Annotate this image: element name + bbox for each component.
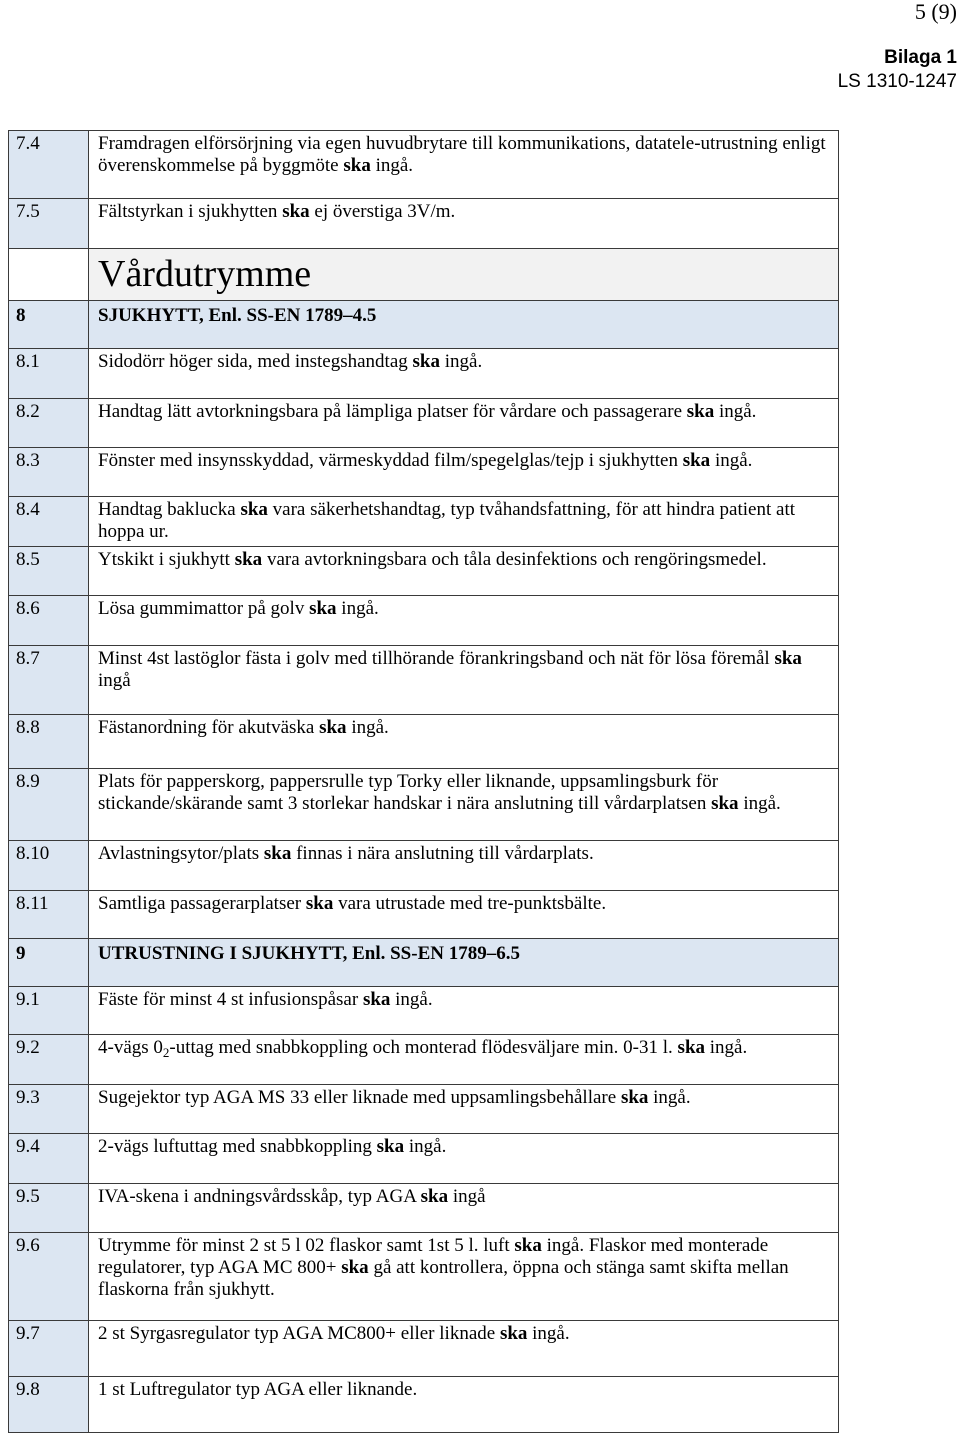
item-text-cell — [89, 131, 839, 199]
emphasized-text: ska — [362, 989, 391, 1010]
item-number-cell — [9, 1321, 89, 1377]
requirement-text: 4-vägs 0 — [98, 1037, 163, 1058]
requirement-text: ingå. Flaskor med monterade regulatorer, typ AGA MC 800+ — [98, 1235, 769, 1278]
subscript-text: 2 — [162, 1045, 170, 1060]
requirement-row — [9, 1134, 839, 1184]
emphasized-text: ska — [234, 549, 263, 570]
category-heading-row — [9, 249, 839, 301]
emphasized-text: ska — [711, 793, 739, 814]
requirement-text: Fältstyrkan i sjukhytten — [98, 201, 283, 222]
item-number-cell — [9, 547, 89, 596]
requirement-text: Minst 4st lastöglor fästa i golv med tillhörande förankringsband och nät för lösa föremål — [98, 648, 775, 669]
emphasized-text: ska — [309, 598, 337, 619]
emphasized-text: ska — [499, 1323, 528, 1344]
item-number: 9.8 — [16, 1379, 40, 1400]
emphasized-text: ska — [514, 1235, 542, 1256]
item-number: 9.4 — [16, 1136, 40, 1157]
emphasized-text: ska — [376, 1136, 405, 1157]
requirement-text: ingå. — [390, 989, 433, 1010]
requirement-text: Samtliga passagerarplatser — [98, 893, 306, 914]
requirement-text: Fäste för minst 4 st infusionspåsar — [98, 989, 363, 1010]
requirement-row — [9, 1184, 839, 1233]
item-text-cell — [89, 715, 839, 769]
section-title: UTRUSTNING I SJUKHYTT, Enl. SS-EN 1789–6.5 — [98, 943, 520, 964]
requirement-row — [9, 769, 839, 841]
item-number: 9.5 — [16, 1186, 40, 1207]
item-number-cell — [9, 715, 89, 769]
requirement-row — [9, 199, 839, 249]
requirement-text: ingå. — [527, 1323, 570, 1344]
item-number-cell — [9, 1377, 89, 1433]
item-number: 9.2 — [16, 1037, 40, 1058]
item-number: 9.7 — [16, 1323, 40, 1344]
requirement-row — [9, 547, 839, 596]
item-number-cell — [9, 646, 89, 715]
item-number: 8.7 — [16, 648, 40, 669]
item-text-cell — [89, 399, 839, 448]
item-text-cell — [89, 349, 839, 399]
appendix-label: Bilaga 1 — [884, 47, 957, 68]
requirement-text: ingå. — [346, 717, 389, 738]
item-number: 8.10 — [16, 843, 50, 864]
item-number-cell — [9, 497, 89, 547]
requirement-row — [9, 596, 839, 646]
item-number: 8.1 — [16, 351, 40, 372]
requirement-text: Plats för papperskorg, pappersrulle typ Torky eller liknande, uppsamlingsburk för stickande/skärande samt 3 storlekar handskar i nära anslutning till vårdarplatsen — [98, 771, 719, 814]
item-text-cell — [89, 987, 839, 1035]
requirement-row — [9, 715, 839, 769]
item-number-cell — [9, 1134, 89, 1184]
requirement-text: IVA-skena i andningsvårdsskåp, typ AGA — [98, 1186, 421, 1207]
requirement-text: Handtag lätt avtorkningsbara på lämpliga platser för vårdare och passagerare — [98, 401, 687, 422]
item-number: 9 — [16, 943, 26, 964]
item-number: 7.4 — [16, 133, 40, 154]
item-number-cell — [9, 399, 89, 448]
emphasized-text: ska — [420, 1186, 449, 1207]
item-number-cell — [9, 199, 89, 249]
requirement-text: 2-vägs luftuttag med snabbkoppling — [98, 1136, 377, 1157]
requirement-row — [9, 497, 839, 547]
section-heading-row — [9, 301, 839, 349]
emphasized-text: ska — [282, 201, 310, 222]
requirement-row — [9, 349, 839, 399]
requirement-text: Sugejektor typ AGA MS 33 eller liknade med uppsamlingsbehållare — [98, 1087, 621, 1108]
emphasized-text: ska — [620, 1087, 649, 1108]
requirement-text: Sidodörr höger sida, med instegshandtag — [98, 351, 413, 372]
item-number: 9.1 — [16, 989, 40, 1010]
item-text-cell — [89, 646, 839, 715]
requirement-text: 2 st Syrgasregulator typ AGA MC800+ eller liknade — [98, 1323, 500, 1344]
item-number-cell — [9, 1233, 89, 1321]
requirement-text: ingå. — [738, 793, 781, 814]
item-number-cell — [9, 349, 89, 399]
item-number: 8.11 — [16, 893, 49, 914]
requirement-row — [9, 891, 839, 939]
document-reference: LS 1310-1247 — [837, 71, 957, 92]
requirement-text: -uttag med snabbkoppling och monterad flödesväljare min. 0-31 l. — [169, 1037, 678, 1058]
requirement-row — [9, 399, 839, 448]
item-number-cell — [9, 1184, 89, 1233]
requirement-text: ingå — [448, 1186, 486, 1207]
requirement-row — [9, 987, 839, 1035]
emphasized-text: ska — [319, 717, 347, 738]
item-text-cell — [89, 1377, 839, 1433]
item-number-cell — [9, 131, 89, 199]
emphasized-text: ska — [240, 499, 268, 520]
requirement-text: Ytskikt i sjukhytt — [98, 549, 235, 570]
item-text-cell — [89, 596, 839, 646]
item-number: 7.5 — [16, 201, 40, 222]
requirement-text: vara avtorkningsbara och tåla desinfektions och rengöringsmedel. — [262, 549, 767, 570]
requirement-text: ej överstiga 3V/m. — [309, 201, 456, 222]
emphasized-text: ska — [774, 648, 802, 669]
item-text-cell — [89, 448, 839, 497]
item-number: 8.4 — [16, 499, 40, 520]
item-number-cell — [9, 939, 89, 987]
item-number: 8.3 — [16, 450, 40, 471]
requirement-text: Avlastningsytor/plats — [98, 843, 264, 864]
item-text-cell — [89, 769, 839, 841]
requirement-row — [9, 1085, 839, 1134]
requirement-text: ingå. — [714, 401, 757, 422]
item-number-cell — [9, 769, 89, 841]
requirement-text: gå att kontrollera, öppna och stänga samt skifta mellan flaskorna från sjukhytt. — [98, 1257, 789, 1300]
section-title: SJUKHYTT, Enl. SS-EN 1789–4.5 — [98, 305, 377, 326]
item-text-cell — [89, 497, 839, 547]
requirement-text: Fästanordning för akutväska — [98, 717, 320, 738]
requirements-table — [8, 130, 839, 1433]
item-text-cell — [89, 1233, 839, 1321]
item-text-cell — [89, 891, 839, 939]
emphasized-text: ska — [263, 843, 292, 864]
requirement-text: ingå. — [439, 351, 483, 372]
requirement-text: 1 st Luftregulator typ AGA eller liknande. — [98, 1379, 418, 1400]
requirement-row — [9, 448, 839, 497]
item-text-cell — [89, 1321, 839, 1377]
emphasized-text: ska — [412, 351, 440, 372]
item-text-cell — [89, 841, 839, 891]
item-number: 9.3 — [16, 1087, 40, 1108]
item-number-cell — [9, 1035, 89, 1085]
requirement-text: vara utrustade med tre-punktsbälte. — [333, 893, 607, 914]
requirement-row — [9, 1233, 839, 1321]
item-text-cell — [89, 1085, 839, 1134]
requirement-text: ingå — [98, 670, 131, 691]
requirement-text: Utrymme för minst 2 st 5 l 02 flaskor samt 1st 5 l. luft — [98, 1235, 515, 1256]
requirement-row — [9, 1321, 839, 1377]
item-number-cell — [9, 301, 89, 349]
requirement-text: Framdragen elförsörjning via egen huvudbrytare till kommunikations, datatele-utrustning enligt överenskommelse på byggmöte — [98, 133, 826, 176]
requirement-text: finnas i nära anslutning till vårdarplats. — [291, 843, 594, 864]
emphasized-text: ska — [677, 1037, 706, 1058]
emphasized-text: ska — [305, 893, 334, 914]
item-number-cell — [9, 448, 89, 497]
requirement-row — [9, 646, 839, 715]
category-heading-cell — [89, 249, 839, 301]
page-number: 5 (9) — [914, 0, 957, 24]
item-number: 8.8 — [16, 717, 40, 738]
item-number: 9.6 — [16, 1235, 40, 1256]
item-number-cell — [9, 1085, 89, 1134]
item-number: 8.6 — [16, 598, 40, 619]
emphasized-text: ska — [686, 401, 715, 422]
requirement-text: ingå. — [710, 450, 753, 471]
item-number-cell — [9, 596, 89, 646]
section-heading-row — [9, 939, 839, 987]
requirement-text: vara säkerhetshandtag, typ tvåhandsfattning, för att hindra patient att hoppa ur. — [98, 499, 795, 542]
item-text-cell — [89, 939, 839, 987]
item-number: 8.9 — [16, 771, 40, 792]
requirement-text: Lösa gummimattor på golv — [98, 598, 310, 619]
requirement-row — [9, 1377, 839, 1433]
item-text-cell — [89, 199, 839, 249]
emphasized-text: ska — [343, 155, 371, 176]
requirement-row — [9, 841, 839, 891]
item-number-cell — [9, 841, 89, 891]
requirement-text: ingå. — [404, 1136, 447, 1157]
requirement-text: Handtag baklucka — [98, 499, 241, 520]
requirement-row — [9, 1035, 839, 1085]
item-text-cell — [89, 1134, 839, 1184]
requirement-text: ingå. — [370, 155, 414, 176]
item-text-cell — [89, 301, 839, 349]
emphasized-text: ska — [682, 450, 711, 471]
item-text-cell — [89, 547, 839, 596]
item-text-cell — [89, 1035, 839, 1085]
item-number-cell — [9, 987, 89, 1035]
requirement-text: Fönster med insynsskyddad, värmeskyddad film/spegelglas/tejp i sjukhytten — [98, 450, 683, 471]
item-number: 8.2 — [16, 401, 40, 422]
requirements-table-body — [9, 131, 839, 1433]
item-number: 8 — [16, 305, 26, 326]
emphasized-text: ska — [341, 1257, 369, 1278]
requirement-text: ingå. — [336, 598, 379, 619]
item-number-cell — [9, 891, 89, 939]
requirement-row — [9, 131, 839, 199]
requirement-text: ingå. — [648, 1087, 691, 1108]
item-text-cell — [89, 1184, 839, 1233]
category-heading: Vårdutrymme — [98, 253, 312, 295]
item-number: 8.5 — [16, 549, 40, 570]
requirement-text: ingå. — [705, 1037, 748, 1058]
item-number-cell — [9, 249, 89, 301]
